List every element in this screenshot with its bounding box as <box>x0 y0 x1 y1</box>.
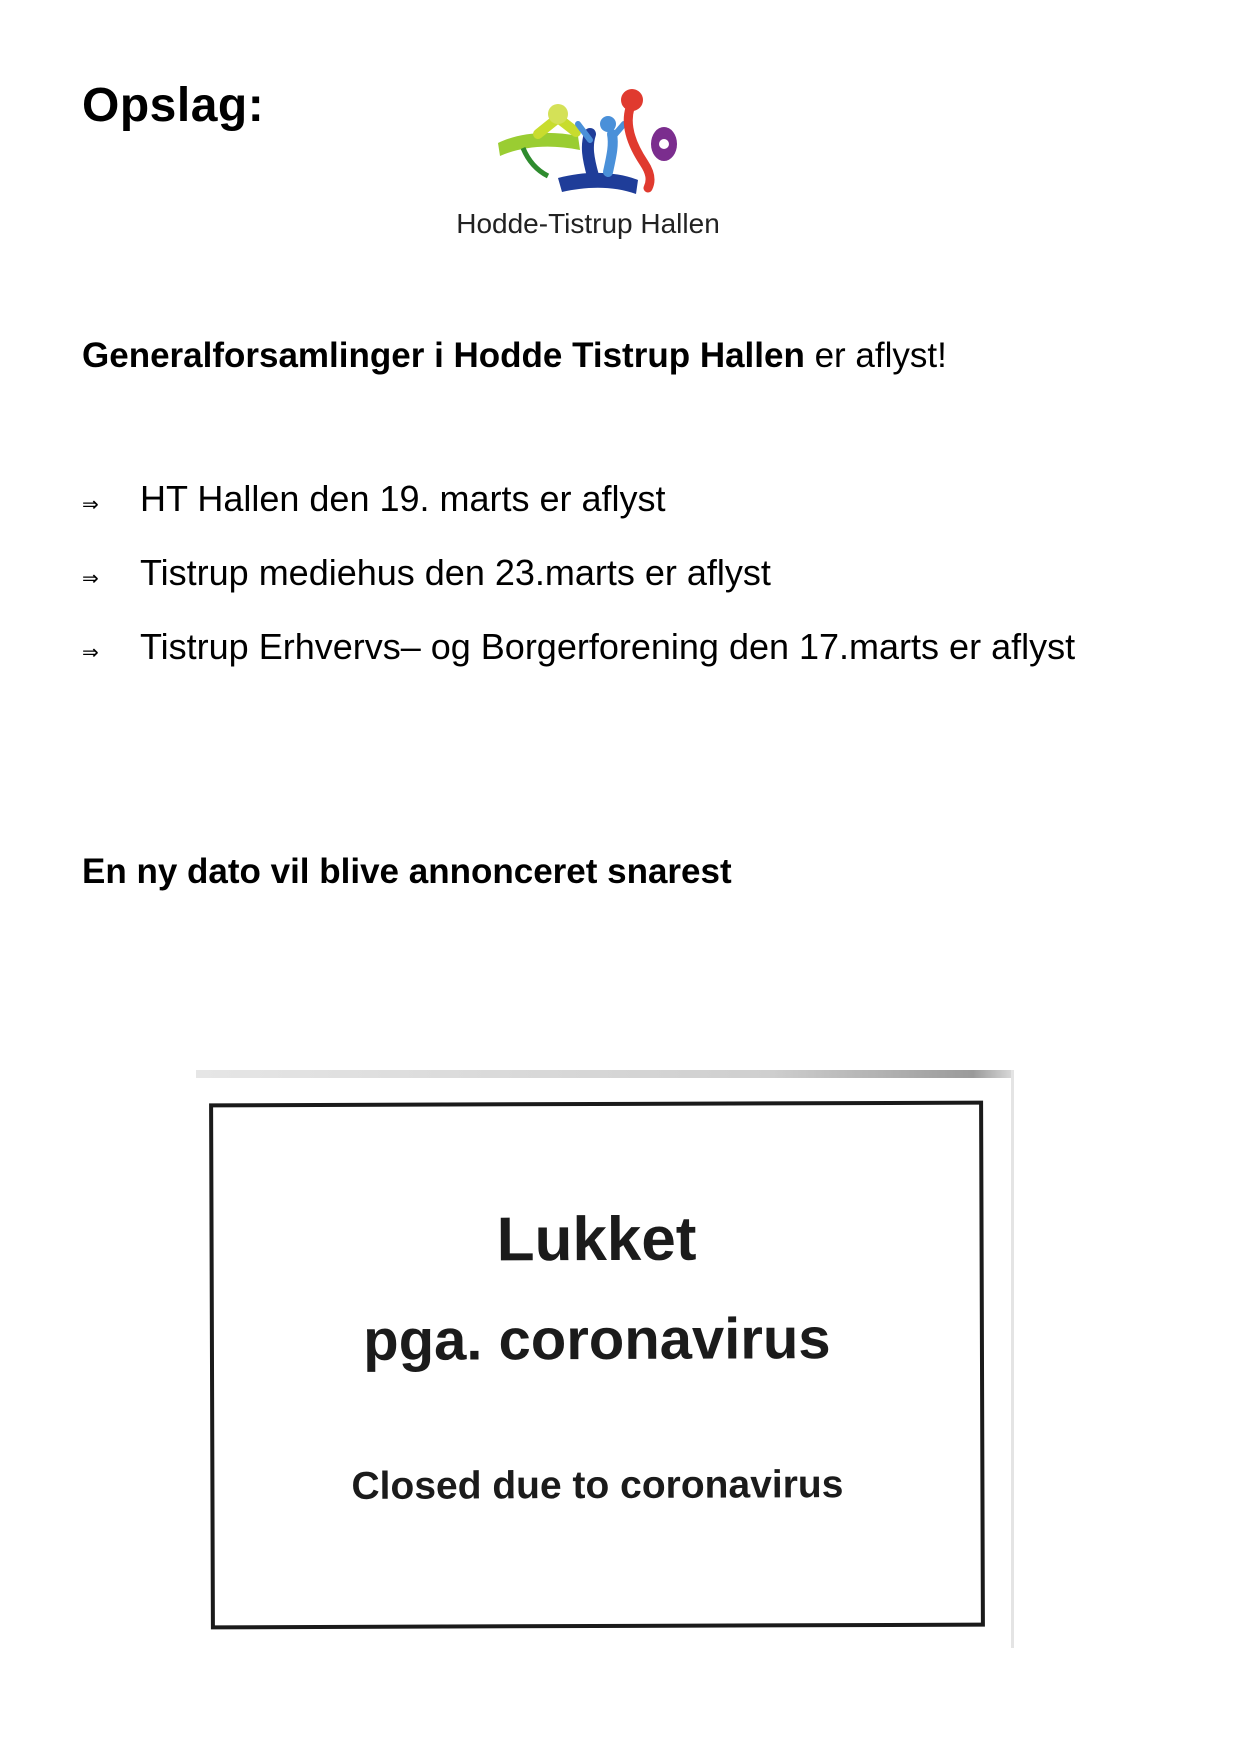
logo-name: Hodde-Tistrup Hallen <box>456 208 720 239</box>
sign-subtitle: pga. coronavirus <box>363 1306 831 1373</box>
paper-edge <box>196 1070 1014 1078</box>
logo-figures-icon <box>438 48 738 198</box>
right-double-arrow-icon: ⇒ <box>82 640 99 664</box>
headline-rest: er aflyst! <box>804 336 947 375</box>
paper-edge-right <box>1011 1070 1014 1648</box>
new-date-note: En ny dato vil blive annonceret snarest <box>82 852 732 891</box>
headline <box>82 336 947 376</box>
right-double-arrow-icon: ⇒ <box>82 492 99 516</box>
page-heading: Opslag: <box>82 79 265 132</box>
closed-sign-photo <box>196 1070 1014 1648</box>
list-item-text: Tistrup Erhvervs– og Borgerforening den 17.marts er aflyst <box>140 626 1076 667</box>
sign-english-text: Closed due to coronavirus <box>351 1463 844 1508</box>
list-item-text: HT Hallen den 19. marts er aflyst <box>140 478 666 519</box>
sign-frame <box>209 1101 985 1630</box>
list-item-text: Tistrup mediehus den 23.marts er aflyst <box>140 552 771 593</box>
right-double-arrow-icon: ⇒ <box>82 566 99 590</box>
headline-bold: Generalforsamlinger i Hodde Tistrup Hallen <box>82 336 805 375</box>
sign-title: Lukket <box>496 1204 697 1275</box>
hodde-tistrup-hallen-logo <box>438 48 738 310</box>
